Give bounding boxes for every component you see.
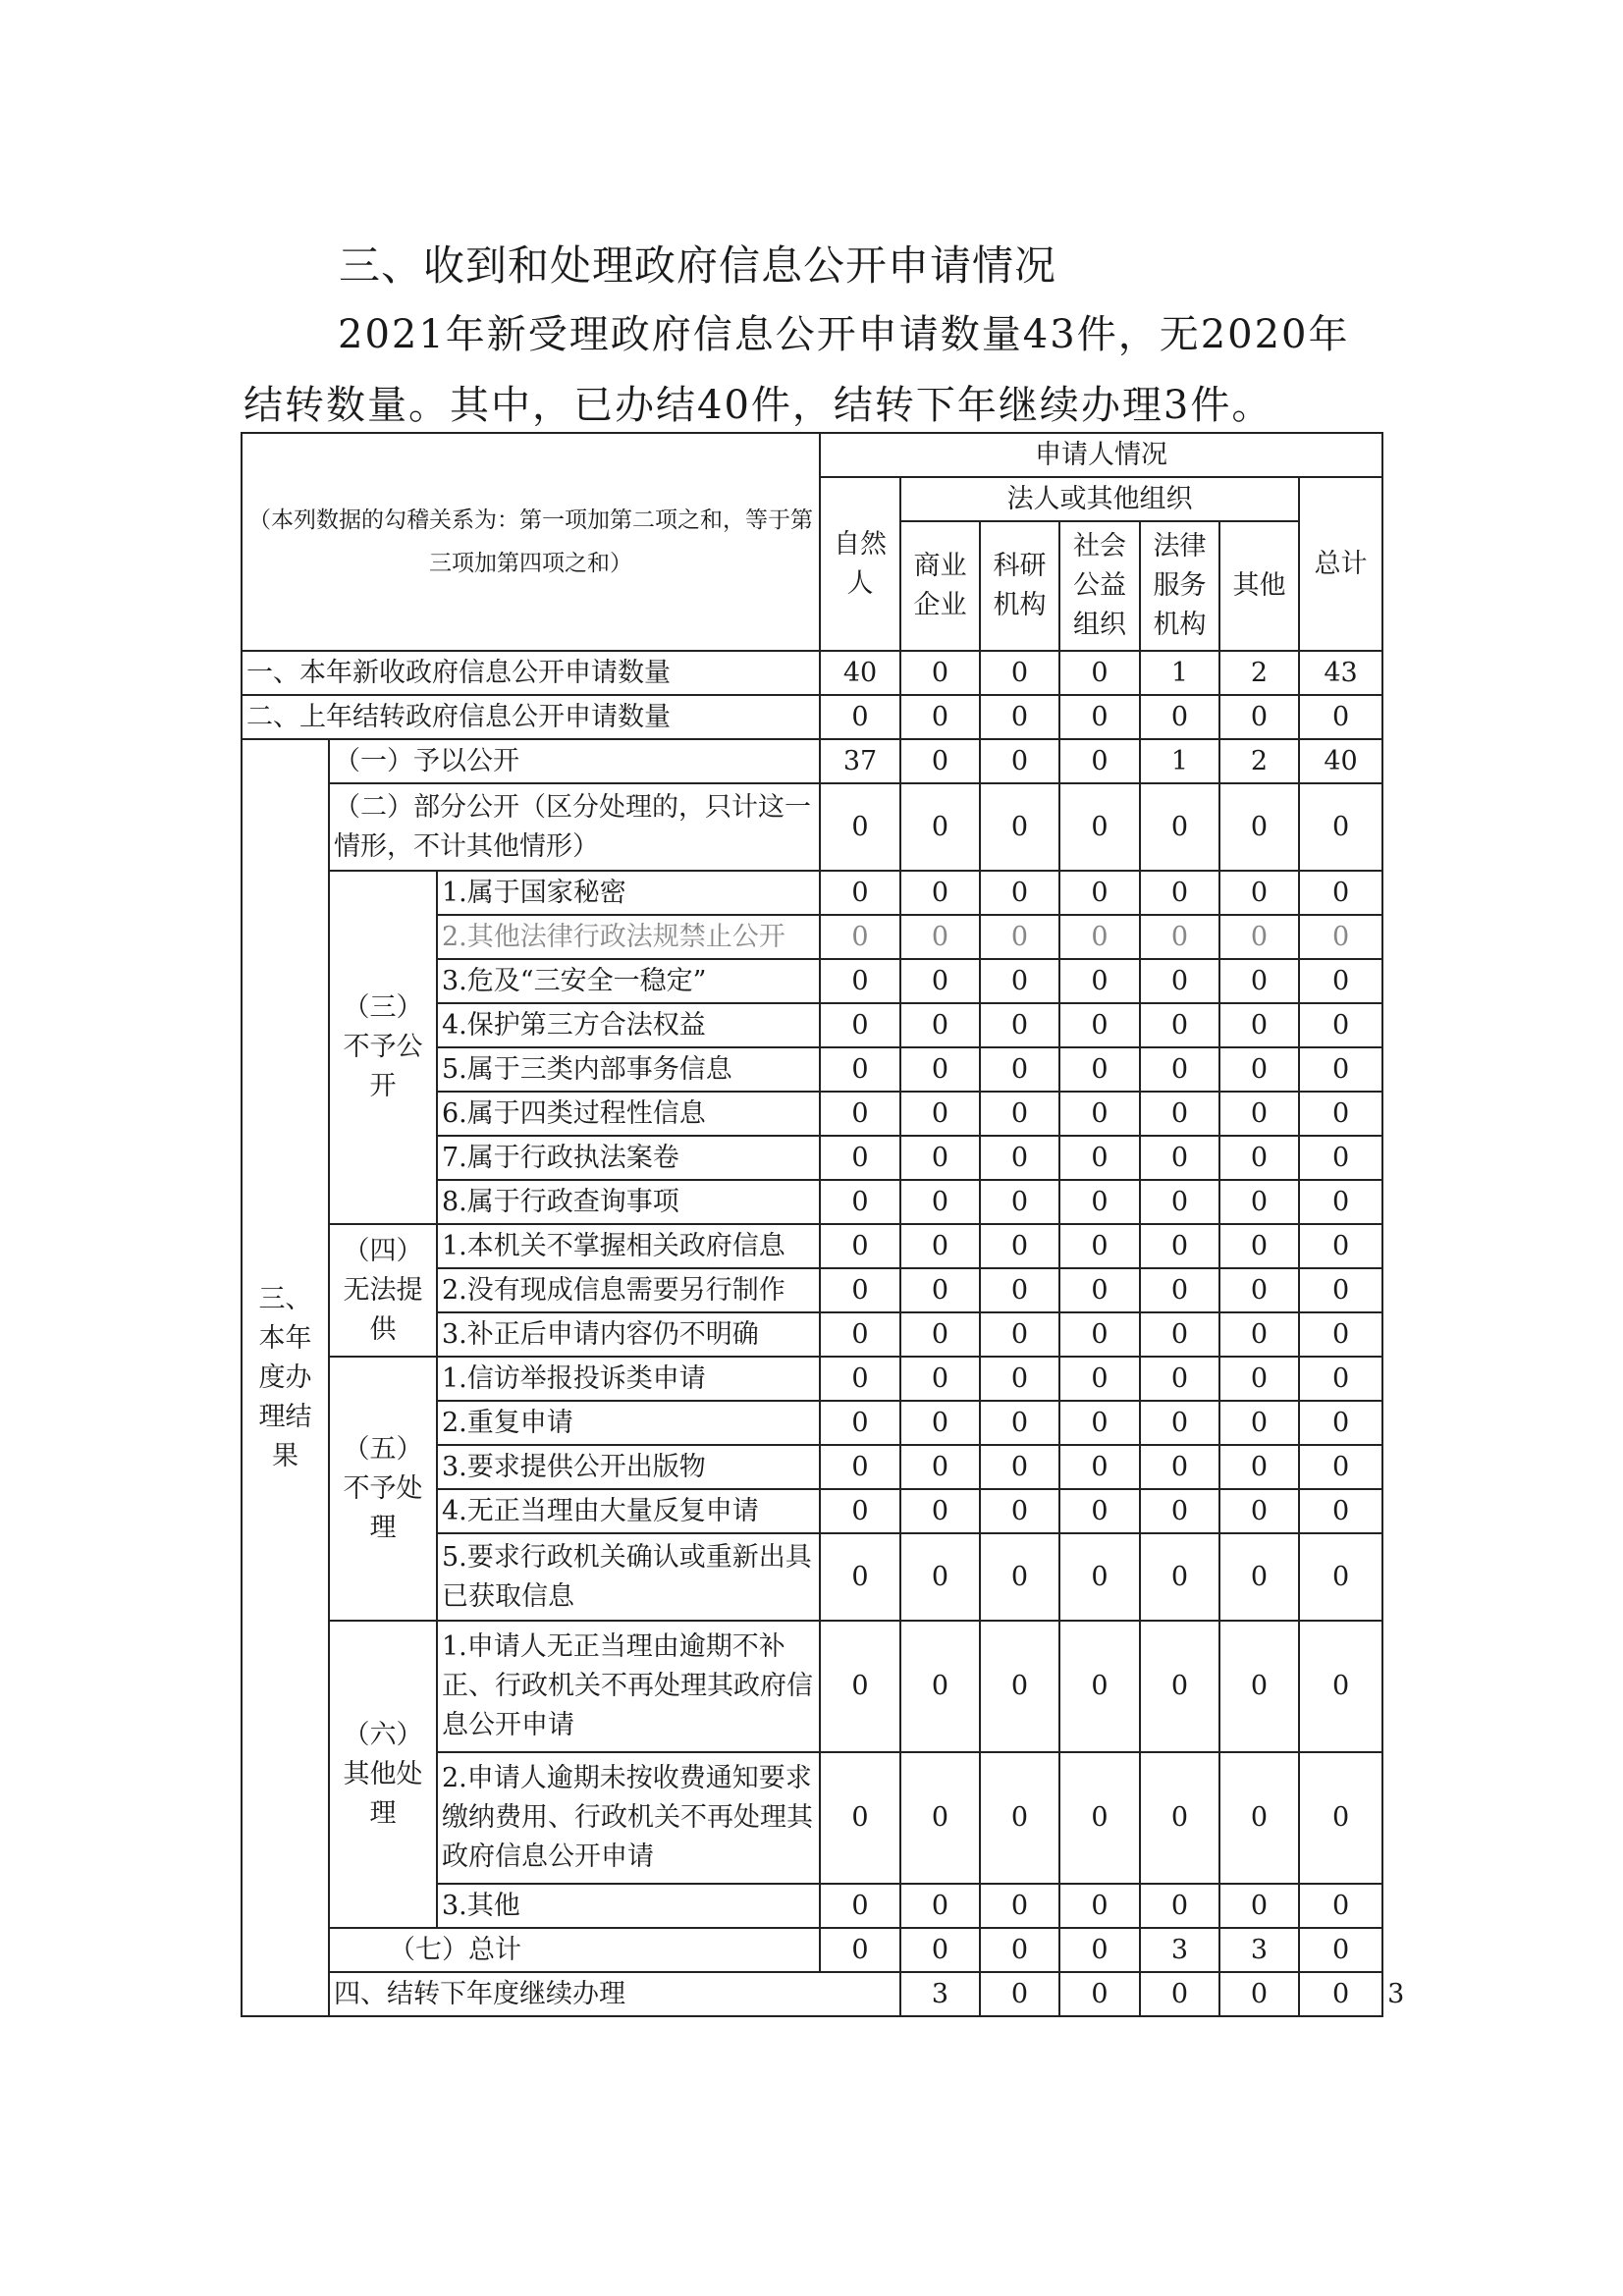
- cell: 0: [1140, 1884, 1219, 1928]
- cell: 40: [820, 651, 900, 695]
- cell: 0: [1140, 915, 1219, 959]
- row-label: 7.属于行政执法案卷: [437, 1136, 820, 1180]
- cell: 0: [1299, 1224, 1382, 1268]
- cell: 0: [820, 915, 900, 959]
- cell: 0: [980, 739, 1059, 783]
- cell: 0: [820, 1357, 900, 1401]
- cell: 0: [1059, 871, 1140, 915]
- row-label: 一、本年新收政府信息公开申请数量: [242, 651, 820, 695]
- cell: 0: [900, 959, 980, 1003]
- cell: 0: [1219, 1972, 1299, 2016]
- cell: 0: [900, 1312, 980, 1357]
- cell: 0: [1059, 1136, 1140, 1180]
- cell: 0: [1299, 915, 1382, 959]
- cell: 0: [980, 1047, 1059, 1092]
- cell: 0: [1140, 1621, 1219, 1752]
- cell: 3: [900, 1972, 980, 2016]
- cell: 0: [1299, 959, 1382, 1003]
- group4-label: （四）无法提供: [329, 1224, 437, 1357]
- cell: 0: [980, 1003, 1059, 1047]
- cell: 0: [1299, 1401, 1382, 1445]
- cell: 0: [980, 1224, 1059, 1268]
- cell: 0: [980, 1533, 1059, 1621]
- cell: 0: [1219, 1268, 1299, 1312]
- cell: 0: [1219, 1136, 1299, 1180]
- row-next-year: 四、结转下年度继续办理 3 0 0 0 0 0 3: [242, 1972, 1382, 2016]
- row-open: [242, 739, 1382, 783]
- cell: 0: [1059, 783, 1140, 871]
- cell: 0: [1299, 1312, 1382, 1357]
- header-sub-column: 商业企业: [900, 521, 980, 651]
- row-partial: [242, 783, 1382, 871]
- cell: 0: [1140, 1003, 1219, 1047]
- cell: 0: [820, 1003, 900, 1047]
- row-label: 2.其他法律行政法规禁止公开: [437, 915, 820, 959]
- cell: 3: [1219, 1928, 1299, 1972]
- cell: 0: [1299, 1357, 1382, 1401]
- row-carry: [242, 695, 1382, 739]
- cell: 0: [820, 1621, 900, 1752]
- cell: 0: [980, 1972, 1059, 2016]
- application-table: [241, 432, 1405, 2017]
- table-row: [242, 1357, 1382, 1401]
- cell: 0: [1140, 1312, 1219, 1357]
- cell: 0: [1219, 1533, 1299, 1621]
- cell: 0: [980, 1092, 1059, 1136]
- cell: 0: [1059, 1312, 1140, 1357]
- cell: 0: [900, 1180, 980, 1224]
- row-label: （二）部分公开（区分处理的，只计这一情形，不计其他情形）: [329, 783, 820, 871]
- header-sub-column: 社会公益组织: [1059, 521, 1140, 651]
- cell: 0: [1299, 1533, 1382, 1621]
- summary-paragraph: 2021年新受理政府信息公开申请数量43件，无2020年结转数量。其中，已办结40件，结转下年继续办理3件。: [243, 312, 1350, 428]
- cell: 37: [820, 739, 900, 783]
- row-label: 1.本机关不掌握相关政府信息: [437, 1224, 820, 1268]
- cell: 0: [1140, 1489, 1219, 1533]
- cell: 0: [980, 915, 1059, 959]
- cell: 0: [1059, 1003, 1140, 1047]
- cell: 0: [1299, 1884, 1382, 1928]
- cell: 0: [900, 915, 980, 959]
- cell: 0: [1140, 1268, 1219, 1312]
- cell: 0: [1299, 1621, 1382, 1752]
- cell: 0: [1299, 1972, 1382, 2016]
- cell: 0: [1059, 1621, 1140, 1752]
- cell: 0: [980, 1180, 1059, 1224]
- cell: 0: [1299, 871, 1382, 915]
- cell: 0: [1219, 1224, 1299, 1268]
- cell: 0: [980, 1401, 1059, 1445]
- row-label: 8.属于行政查询事项: [437, 1180, 820, 1224]
- cell: 43: [1299, 651, 1382, 695]
- cell: 2: [1219, 739, 1299, 783]
- cell: 0: [1140, 1972, 1219, 2016]
- cell: 0: [900, 1533, 980, 1621]
- cell: 2: [1219, 651, 1299, 695]
- row-total: [242, 1928, 1382, 1972]
- header-note: （本列数据的勾稽关系为：第一项加第二项之和，等于第三项加第四项之和）: [242, 433, 820, 651]
- cell: 0: [1219, 1357, 1299, 1401]
- cell: 0: [1140, 1224, 1219, 1268]
- cell: 0: [1299, 1003, 1382, 1047]
- cell: 0: [1140, 1752, 1219, 1884]
- cell: 0: [980, 651, 1059, 695]
- table-row: [242, 1621, 1382, 1752]
- cell: 0: [1299, 695, 1382, 739]
- cell: 0: [1219, 959, 1299, 1003]
- cell: 0: [1059, 1752, 1140, 1884]
- cell: 0: [1059, 1489, 1140, 1533]
- cell: 0: [820, 783, 900, 871]
- header-sub-column: 其他: [1219, 521, 1299, 651]
- cell: 0: [820, 1224, 900, 1268]
- cell: 0: [1219, 871, 1299, 915]
- cell: 0: [1059, 1092, 1140, 1136]
- header-natural-person: 自然人: [820, 477, 900, 651]
- cell: 0: [1140, 1401, 1219, 1445]
- cell: 0: [1219, 1312, 1299, 1357]
- cell: 0: [1219, 1445, 1299, 1489]
- cell: 0: [900, 1884, 980, 1928]
- cell: 0: [820, 1752, 900, 1884]
- cell: 0: [900, 1445, 980, 1489]
- cell: 0: [1299, 1489, 1382, 1533]
- cell: 0: [900, 1047, 980, 1092]
- cell: 0: [980, 1489, 1059, 1533]
- cell: 0: [820, 959, 900, 1003]
- cell: 0: [1059, 1445, 1140, 1489]
- cell: 0: [900, 1092, 980, 1136]
- header-sub-column: 法律服务机构: [1140, 521, 1219, 651]
- cell: 0: [980, 695, 1059, 739]
- group5-label: （五）不予处理: [329, 1357, 437, 1621]
- row-label: 1.信访举报投诉类申请: [437, 1357, 820, 1401]
- cell: 0: [1059, 959, 1140, 1003]
- cell: 0: [980, 1884, 1059, 1928]
- cell: 0: [1219, 1884, 1299, 1928]
- cell: 0: [1299, 1445, 1382, 1489]
- cell: 0: [900, 783, 980, 871]
- cell: 0: [1219, 695, 1299, 739]
- cell: 0: [820, 1268, 900, 1312]
- cell: 1: [1140, 739, 1219, 783]
- cell: 0: [1059, 1180, 1140, 1224]
- cell: 0: [980, 1928, 1059, 1972]
- cell: 0: [980, 871, 1059, 915]
- cell: 0: [1140, 1136, 1219, 1180]
- cell: 0: [1299, 1136, 1382, 1180]
- row-label: （一）予以公开: [329, 739, 820, 783]
- cell: 0: [980, 1312, 1059, 1357]
- cell: 0: [900, 1928, 980, 1972]
- cell: 0: [980, 1752, 1059, 1884]
- row-label: 6.属于四类过程性信息: [437, 1092, 820, 1136]
- cell: 0: [820, 1401, 900, 1445]
- cell: 0: [900, 651, 980, 695]
- cell: 0: [1140, 959, 1219, 1003]
- cell: 0: [1219, 1401, 1299, 1445]
- cell: 0: [1140, 1445, 1219, 1489]
- cell: 0: [980, 1268, 1059, 1312]
- cell: 0: [1219, 1003, 1299, 1047]
- group3-label: （三）不予公开: [329, 871, 437, 1224]
- cell: 0: [900, 1401, 980, 1445]
- cell: 0: [900, 695, 980, 739]
- cell: 0: [820, 1092, 900, 1136]
- cell: 0: [1219, 1180, 1299, 1224]
- cell: 0: [900, 1003, 980, 1047]
- cell: 0: [820, 695, 900, 739]
- cell: 0: [980, 959, 1059, 1003]
- cell: 0: [1059, 1972, 1140, 2016]
- row-new: [242, 651, 1382, 695]
- application-table-wrapper: [241, 432, 1405, 2017]
- cell: 0: [1219, 1621, 1299, 1752]
- cell: 0: [900, 739, 980, 783]
- cell: 0: [1059, 1047, 1140, 1092]
- cell: 0: [980, 1621, 1059, 1752]
- cell: 0: [900, 1489, 980, 1533]
- cell: 0: [1140, 1092, 1219, 1136]
- cell: 0: [820, 1047, 900, 1092]
- row-label: 2.重复申请: [437, 1401, 820, 1445]
- cell: 0: [1059, 739, 1140, 783]
- cell: 0: [980, 1357, 1059, 1401]
- row-label: 1.申请人无正当理由逾期不补正、行政机关不再处理其政府信息公开申请: [437, 1621, 820, 1752]
- row-label: 5.要求行政机关确认或重新出具已获取信息: [437, 1533, 820, 1621]
- table-row: [242, 871, 1382, 915]
- cell: 0: [1299, 1928, 1382, 1972]
- header-sub-column: 科研机构: [980, 521, 1059, 651]
- section-heading: 三、收到和处理政府信息公开申请情况: [339, 241, 1057, 290]
- cell: 0: [820, 1928, 900, 1972]
- row-label: 1.属于国家秘密: [437, 871, 820, 915]
- row-label: 3.要求提供公开出版物: [437, 1445, 820, 1489]
- cell: 0: [1219, 1047, 1299, 1092]
- cell: 0: [1140, 1047, 1219, 1092]
- row-label: 四、结转下年度继续办理: [329, 1972, 900, 2016]
- row-label: 3.其他: [437, 1884, 820, 1928]
- cell: 3: [1140, 1928, 1219, 1972]
- header-applicant: 申请人情况: [820, 433, 1382, 477]
- cell: 0: [1140, 783, 1219, 871]
- cell: 0: [1059, 1928, 1140, 1972]
- row-label: 二、上年结转政府信息公开申请数量: [242, 695, 820, 739]
- cell: 0: [1299, 1092, 1382, 1136]
- cell: 0: [900, 1621, 980, 1752]
- header-row-1: [242, 433, 1382, 477]
- cell: 0: [820, 1180, 900, 1224]
- group6-label: （六）其他处理: [329, 1621, 437, 1928]
- cell: 0: [1059, 1401, 1140, 1445]
- cell: 0: [1140, 1180, 1219, 1224]
- cell: 0: [820, 1489, 900, 1533]
- cell: 0: [1219, 1092, 1299, 1136]
- row-label: 5.属于三类内部事务信息: [437, 1047, 820, 1092]
- cell: 0: [1219, 1489, 1299, 1533]
- cell: 0: [900, 1357, 980, 1401]
- cell: 0: [820, 1884, 900, 1928]
- cell: 0: [900, 1224, 980, 1268]
- cell: 0: [1059, 651, 1140, 695]
- row-label: 2.申请人逾期未按收费通知要求缴纳费用、行政机关不再处理其政府信息公开申请: [437, 1752, 820, 1884]
- cell: 0: [980, 1136, 1059, 1180]
- cell: 0: [1140, 871, 1219, 915]
- cell: 0: [1299, 1752, 1382, 1884]
- cell: 0: [820, 1136, 900, 1180]
- cell: 0: [1219, 915, 1299, 959]
- cell: 40: [1299, 739, 1382, 783]
- cell: 0: [1059, 1224, 1140, 1268]
- row-label: 4.保护第三方合法权益: [437, 1003, 820, 1047]
- cell: 0: [1059, 1357, 1140, 1401]
- cell: 0: [1219, 783, 1299, 871]
- cell: 0: [1059, 1268, 1140, 1312]
- cell: 0: [1299, 1047, 1382, 1092]
- cell: 0: [1299, 1180, 1382, 1224]
- cell: 0: [1140, 695, 1219, 739]
- row-label: 3.补正后申请内容仍不明确: [437, 1312, 820, 1357]
- cell: 0: [820, 1445, 900, 1489]
- row-label: （七）总计: [329, 1928, 820, 1972]
- section3-label: 三、本年度办理结果: [242, 739, 329, 2016]
- cell: 1: [1140, 651, 1219, 695]
- cell: 0: [1219, 1752, 1299, 1884]
- row-label: 2.没有现成信息需要另行制作: [437, 1268, 820, 1312]
- header-legal-group: 法人或其他组织: [900, 477, 1299, 521]
- cell: 0: [820, 871, 900, 915]
- cell: 0: [900, 1268, 980, 1312]
- cell: 0: [900, 1752, 980, 1884]
- cell: 0: [1059, 695, 1140, 739]
- cell: 0: [1059, 1533, 1140, 1621]
- cell: 0: [900, 1136, 980, 1180]
- cell: 0: [820, 1533, 900, 1621]
- cell: 0: [1299, 1268, 1382, 1312]
- cell: 0: [1140, 1533, 1219, 1621]
- cell: 0: [900, 871, 980, 915]
- cell: 0: [1140, 1357, 1219, 1401]
- table-row: [242, 1224, 1382, 1268]
- cell: 0: [980, 1445, 1059, 1489]
- cell: 0: [1299, 783, 1382, 871]
- cell: 0: [1059, 915, 1140, 959]
- header-total: 总计: [1299, 477, 1382, 651]
- cell: 0: [1059, 1884, 1140, 1928]
- row-label: 4.无正当理由大量反复申请: [437, 1489, 820, 1533]
- cell: 0: [980, 783, 1059, 871]
- row-label: 3.危及“三安全一稳定”: [437, 959, 820, 1003]
- cell: 0: [820, 1312, 900, 1357]
